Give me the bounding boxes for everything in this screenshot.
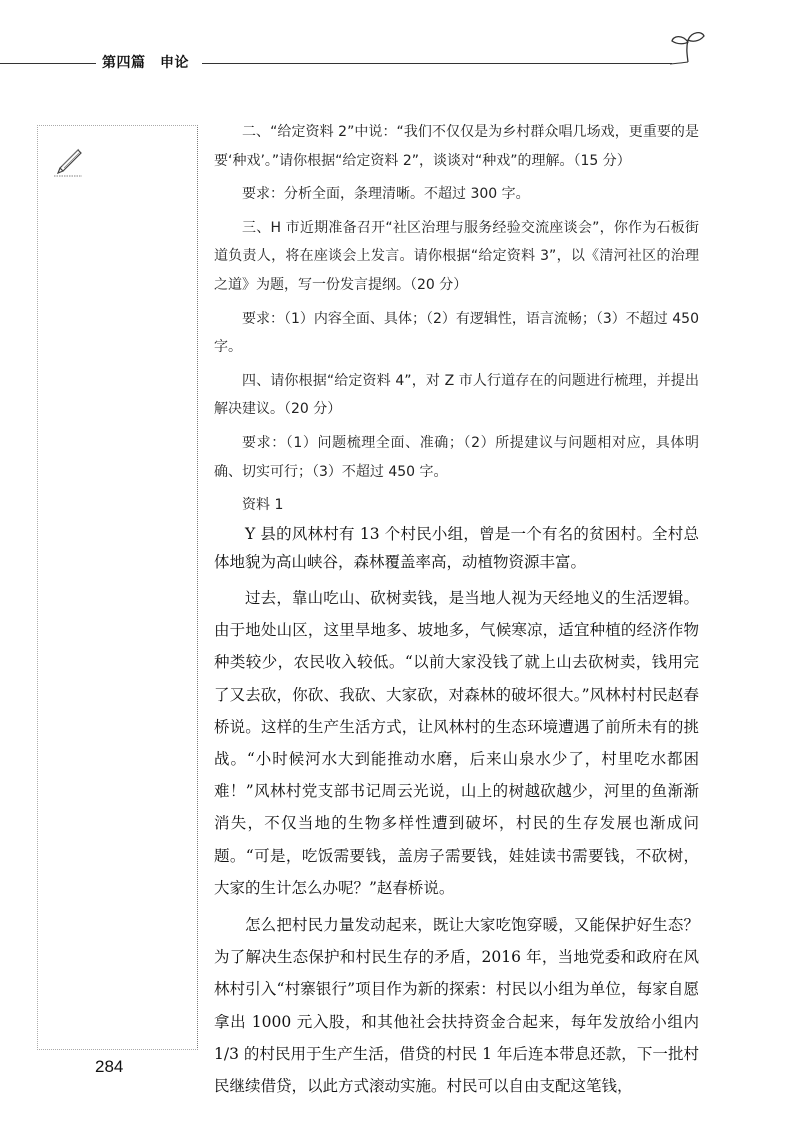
pen-icon — [48, 140, 88, 180]
page-content — [214, 118, 699, 1102]
material-paragraph-1: Y 县的风林村有 13 个村民小组，曾是一个有名的贫困村。全村总体地貌为高山峡谷，森林覆盖率高，动植物资源丰富。 — [214, 524, 699, 572]
question-2-requirements: 要求：分析全面，条理清晰。不超过 300 字。 — [242, 186, 530, 203]
sprout-icon — [668, 28, 708, 68]
question-2: 二、“给定资料 2”中说：“我们不仅仅是为乡村群众唱几场戏，更重要的是要‘种戏’。”请你根据“给定资料 2”，谈谈对“种戏”的理解。（15 分） — [214, 124, 699, 169]
material-paragraph-3: 怎么把村民力量发动起来，既让大家吃饱穿暖，又能保护好生态？为了解决生态保护和村民生存的矛盾，2016 年，当地党委和政府在风林村引入“村寨银行”项目作为新的探索：村民以小组为单位，每家自愿拿出 1000 元入股，和其他社会扶持资金合起来，每年发放给小组内 1/3 的村民用于生产生活，借贷的村民 1 年后连本带息还款，下一批村民继续借贷，以此方式滚动实施。村民可以自由支配这笔钱， — [214, 915, 699, 1095]
question-3-requirements: 要求：（1）内容全面、具体；（2）有逻辑性，语言流畅；（3）不超过 450 字。 — [214, 310, 699, 356]
margin-note-box — [37, 125, 198, 1050]
header-rule-left — [0, 63, 96, 64]
header-rule-right — [202, 63, 672, 64]
material-paragraph-2: 过去，靠山吃山、砍树卖钱，是当地人视为天经地义的生活逻辑。由于地处山区，这里旱地多、坡地多，气候寒凉，适宜种植的经济作物种类较少，农民收入较低。“以前大家没钱了就上山去砍树卖，钱用完了又去砍，你砍、我砍、大家砍，对森林的破坏很大。”风林村村民赵春桥说。这样的生产生活方式，让风林村的生态环境遭遇了前所未有的挑战。“小时候河水大到能推动水磨，后来山泉水少了，村里吃水都困难！”风林村党支部书记周云光说，山上的树越砍越少，河里的鱼渐渐消失，不仅当地的生物多样性遭到破坏，村民的生存发展也渐成问题。“可是，吃饭需要钱，盖房子需要钱，娃娃读书需要钱，不砍树，大家的生计怎么办呢？”赵春桥说。 — [214, 588, 699, 897]
page-number: 284 — [95, 1057, 124, 1076]
section-title: 第四篇 申论 — [102, 55, 189, 71]
question-4-requirements: 要求：（1）问题梳理全面、准确；（2）所提建议与问题相对应，具体明确、切实可行；（3）不超过 450 字。 — [214, 434, 699, 480]
material-heading: 资料 1 — [242, 497, 284, 514]
question-3: 三、H 市近期准备召开“社区治理与服务经验交流座谈会”，你作为石板街道负责人，将在座谈会上发言。请你根据“给定资料 3”，以《清河社区的治理之道》为题，写一份发言提纲。（20 分） — [214, 219, 699, 293]
question-4: 四、请你根据“给定资料 4”，对 Z 市人行道存在的问题进行梳理，并提出解决建议。（20 分） — [214, 372, 699, 418]
